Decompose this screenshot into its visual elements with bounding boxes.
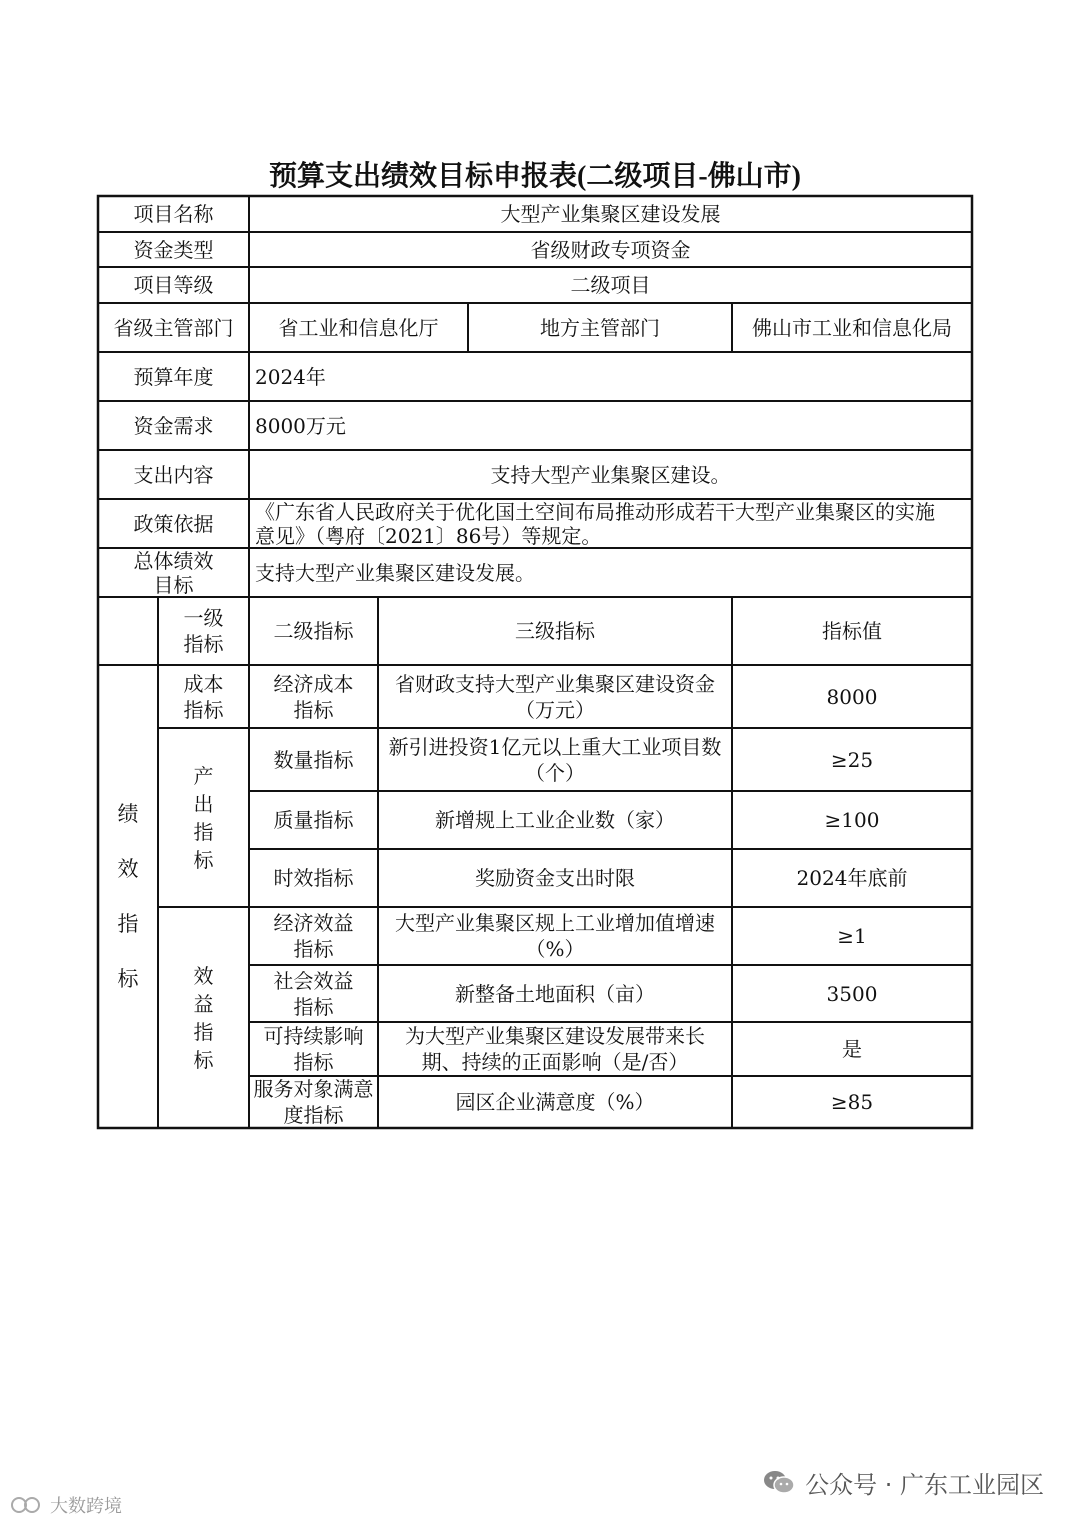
local-dept-value: 佛山市工业和信息化局	[752, 315, 952, 340]
row-level2: 数量指标	[273, 747, 354, 772]
row-value: ≥1	[837, 924, 867, 948]
fund-type-value: 省级财政专项资金	[530, 237, 691, 262]
row-level2: 时效指标	[273, 866, 354, 890]
watermark-logo-icon	[10, 1495, 44, 1515]
overall-goal-label: 总体绩效目标	[133, 548, 214, 597]
perf-indicator-label: 绩效指标	[117, 801, 139, 991]
row-value: ≥85	[830, 1090, 874, 1114]
group-cost: 成本指标	[183, 671, 224, 722]
row-level2: 服务对象满意度指标	[253, 1077, 374, 1127]
row-value: ≥100	[824, 808, 880, 832]
expenditure-label: 支出内容	[133, 462, 214, 487]
watermark-text: 大数跨境	[50, 1496, 122, 1517]
local-dept-label: 地方主管部门	[540, 315, 660, 340]
header-level2: 二级指标	[273, 619, 354, 643]
fund-type-label: 资金类型	[133, 237, 214, 262]
row-level2: 经济效益指标	[273, 911, 354, 961]
project-level-label: 项目等级	[133, 273, 214, 297]
row-level3: 新整备土地面积（亩）	[455, 981, 655, 1006]
row-value: 8000	[826, 684, 878, 709]
footer	[763, 1466, 1044, 1498]
row-level3: 大型产业集聚区规上工业增加值增速（%）	[395, 911, 715, 961]
policy-value: 《广东省人民政府关于优化国土空间布局推动形成若干大型产业集聚区的实施意见》（粤府〔2021〕86号）等规定。	[255, 499, 935, 548]
row-level3: 奖励资金支出时限	[475, 866, 635, 890]
group-output: 产出指标	[193, 763, 214, 872]
header-level3: 三级指标	[515, 619, 595, 643]
footer-text: 公众号 · 广东工业园区	[805, 1470, 1044, 1499]
budget-year-label: 预算年度	[133, 364, 214, 389]
row-value: ≥25	[830, 747, 874, 772]
fund-demand-label: 资金需求	[133, 413, 214, 438]
project-name-value: 大型产业集聚区建设发展	[500, 202, 721, 226]
header-level1: 一级指标	[183, 606, 224, 656]
row-level3: 新增规上工业企业数（家）	[435, 808, 675, 832]
row-level2: 可持续影响指标	[263, 1024, 364, 1074]
fund-demand-value: 8000万元	[255, 413, 346, 438]
document-title: 预算支出绩效目标申报表(二级项目-佛山市)	[269, 161, 801, 192]
row-level3: 园区企业满意度（%）	[455, 1090, 655, 1114]
row-value: 是	[842, 1037, 862, 1061]
budget-year-value: 2024年	[255, 364, 326, 389]
row-value: 2024年底前	[796, 866, 908, 890]
wechat-icon	[763, 1469, 795, 1495]
row-level3: 新引进投资1亿元以上重大工业项目数（个）	[388, 734, 722, 785]
row-level2: 经济成本指标	[273, 671, 354, 722]
row-level3: 省财政支持大型产业集聚区建设资金（万元）	[395, 671, 715, 722]
row-level3: 为大型产业集聚区建设发展带来长期、持续的正面影响（是/否）	[405, 1024, 705, 1074]
row-level2: 社会效益指标	[273, 968, 354, 1019]
row-value: 3500	[826, 981, 878, 1006]
expenditure-value: 支持大型产业集聚区建设。	[490, 462, 731, 487]
row-level2: 质量指标	[273, 808, 354, 832]
project-level-value: 二级项目	[570, 273, 651, 297]
prov-dept-value: 省工业和信息化厅	[278, 315, 439, 340]
watermark	[10, 1492, 122, 1518]
project-name-label: 项目名称	[133, 202, 214, 226]
prov-dept-label: 省级主管部门	[113, 315, 234, 340]
overall-goal-value: 支持大型产业集聚区建设发展。	[255, 560, 535, 585]
group-benefit: 效益指标	[193, 963, 214, 1072]
policy-label: 政策依据	[133, 511, 214, 536]
header-value: 指标值	[822, 619, 882, 643]
